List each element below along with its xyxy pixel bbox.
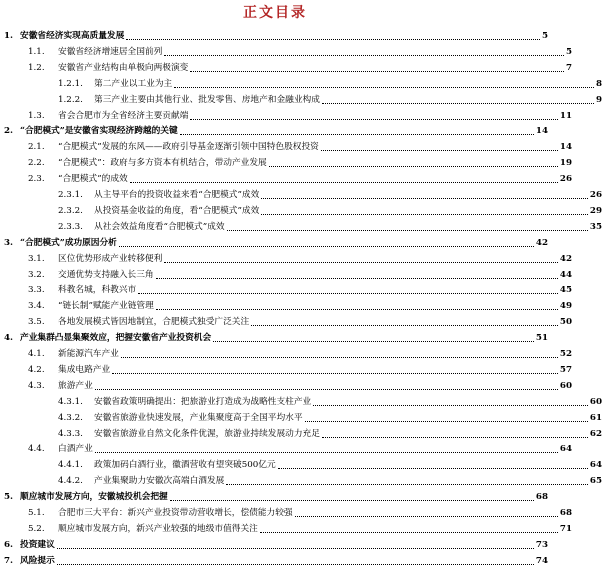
toc-entry[interactable] <box>0 156 572 169</box>
toc-entry-page: 35 <box>589 221 602 232</box>
toc-entry-title: “合肥模式”：政府与多方资本有机结合，带动产业发展 <box>58 158 267 169</box>
dot-leader <box>190 118 558 120</box>
toc-entry[interactable] <box>0 442 572 455</box>
toc-entry[interactable] <box>0 268 572 281</box>
toc-entry-title: 从社会效益角度看“合肥模式”成效 <box>94 221 225 232</box>
toc-entry-number: 1. <box>4 31 14 41</box>
toc-entry[interactable] <box>0 283 572 296</box>
toc-entry-title: 旅游产业 <box>58 380 93 391</box>
toc-entry[interactable] <box>0 379 572 392</box>
toc-entry[interactable] <box>0 140 572 153</box>
toc-entry-title: 安徽省经济实现高质量发展 <box>20 31 125 41</box>
toc-entry-number: 2.3.2. <box>58 205 83 216</box>
dot-leader <box>164 54 564 56</box>
dot-leader <box>180 133 534 135</box>
dot-leader <box>269 165 558 167</box>
toc-entry-page: 14 <box>535 126 548 137</box>
dot-leader <box>322 436 588 438</box>
toc-entry-title: 政策加码白酒行业，徽酒营收有望突破500亿元 <box>94 460 276 471</box>
dot-leader <box>174 86 594 88</box>
toc-entry-title: 风险提示 <box>20 555 55 566</box>
toc-entry-number: 5.1. <box>28 508 45 518</box>
dot-leader <box>261 213 588 215</box>
toc-entry-number: 2.1. <box>28 142 45 153</box>
toc-entry[interactable] <box>0 315 572 328</box>
dot-leader <box>190 70 564 72</box>
toc-entry-number: 2.3.3. <box>58 221 83 232</box>
toc-entry-page: 44 <box>559 269 572 280</box>
toc-entry-page: 5 <box>565 46 572 57</box>
toc-entry-title: “合肥模式”的成效 <box>58 174 128 185</box>
toc-entry[interactable] <box>0 236 548 249</box>
toc-entry-number: 2.3. <box>28 174 45 185</box>
toc-entry[interactable] <box>0 363 572 376</box>
dot-leader <box>95 388 558 390</box>
toc-entry-number: 1.2.1. <box>58 78 83 89</box>
toc-entry-number: 3. <box>4 237 14 248</box>
toc-entry-page: 19 <box>559 158 572 169</box>
toc-entry[interactable] <box>0 188 602 201</box>
toc-entry-title: 安徽省产业结构由单极向两极演变 <box>58 62 189 73</box>
dot-leader <box>138 292 558 294</box>
toc-entry[interactable] <box>0 474 602 487</box>
toc-entry-number: 1.2.2. <box>58 94 83 105</box>
toc-entry-page: 42 <box>559 253 572 264</box>
toc-entry[interactable] <box>0 45 572 58</box>
toc-entry-page: 14 <box>559 142 572 153</box>
toc-entry-title: 从主导平台的投资收益来看“合肥模式”成效 <box>94 190 260 200</box>
toc-entry-title: 省会合肥市为全省经济主要贡献端 <box>58 110 189 121</box>
toc-entry-number: 1.2. <box>28 62 45 73</box>
toc-entry-number: 5.2. <box>28 523 45 534</box>
toc-entry-title: 第三产业主要由其他行业、批发零售、房地产和金融业构成 <box>94 94 320 105</box>
toc-entry[interactable] <box>0 554 548 567</box>
toc-entry-title: “合肥模式”成功原因分析 <box>20 237 117 248</box>
toc-entry[interactable] <box>0 29 548 42</box>
toc-entry-title: “合肥模式”发展的东风——政府引导基金逐渐引领中国特色股权投资 <box>58 142 319 153</box>
toc-entry[interactable] <box>0 331 548 344</box>
toc-entry-page: 26 <box>589 190 602 200</box>
toc-entry-page: 57 <box>559 364 572 375</box>
toc-entry[interactable] <box>0 61 572 74</box>
toc-entry-page: 29 <box>589 205 602 216</box>
dot-leader <box>121 356 558 358</box>
toc-entry-page: 60 <box>559 380 572 391</box>
toc-entry-page: 11 <box>559 110 572 121</box>
toc-entry-page: 71 <box>559 523 572 534</box>
toc-entry-number: 4.3.3. <box>58 428 83 439</box>
toc-entry-page: 65 <box>589 476 602 487</box>
toc-entry-page: 52 <box>559 349 572 359</box>
dot-leader <box>278 467 588 469</box>
toc-entry[interactable] <box>0 538 548 551</box>
toc-entry[interactable] <box>0 299 572 312</box>
toc-entry-page: 49 <box>559 301 572 312</box>
toc-entry[interactable] <box>0 93 602 106</box>
page-title: 正文目录 <box>243 5 307 21</box>
toc-entry-page: 60 <box>589 396 602 407</box>
dot-leader <box>226 483 588 485</box>
toc-entry-title: 从投资基金收益的角度，看“合肥模式”成效 <box>94 205 260 216</box>
toc-entry-page: 45 <box>559 285 572 296</box>
toc-entry-title: 交通优势支持融入长三角 <box>58 269 154 280</box>
toc-entry-number: 4. <box>4 333 14 344</box>
toc-entry-number: 3.3. <box>28 285 45 296</box>
toc-entry-page: 61 <box>589 412 602 423</box>
toc-entry-number: 4.2. <box>28 364 45 375</box>
toc-entry-title: “合肥模式”是安徽省实现经济跨越的关键 <box>20 126 178 137</box>
toc-entry-number: 7. <box>4 555 14 566</box>
toc-entry-page: 8 <box>595 78 602 89</box>
toc-entry-number: 5. <box>4 492 14 503</box>
toc-entry[interactable] <box>0 506 572 519</box>
toc-entry-number: 2.3.1. <box>58 190 83 200</box>
toc-entry-number: 3.2. <box>28 269 45 280</box>
toc-entry-page: 64 <box>589 460 602 471</box>
toc-entry-title: 安徽省旅游业自然文化条件优渥，旅游业持续发展动力充足 <box>94 428 320 439</box>
toc-entry-title: 安徽省政策明确提出：把旅游业打造成为战略性支柱产业 <box>94 396 312 407</box>
dot-leader <box>227 229 588 231</box>
toc-entry-page: 26 <box>559 174 572 185</box>
toc-entry[interactable] <box>0 411 602 424</box>
toc-entry-title: 第二产业以工业为主 <box>94 78 173 89</box>
toc-entry-title: 投资建议 <box>20 539 55 550</box>
toc-entry-number: 4.3.1. <box>58 396 83 407</box>
dot-leader <box>156 308 558 310</box>
toc-entry-title: 顺应城市发展方向，安徽城投机会把握 <box>20 492 168 503</box>
dot-leader <box>119 245 534 247</box>
toc-entry[interactable] <box>0 427 602 440</box>
toc-entry-title: 合肥市三大平台：新兴产业投资带动营收增长，偿债能力较强 <box>58 508 293 518</box>
toc-entry-number: 3.1. <box>28 253 45 264</box>
dot-leader <box>260 531 558 533</box>
dot-leader <box>112 372 558 374</box>
toc-entry[interactable] <box>0 204 602 217</box>
toc-entry-title: 白酒产业 <box>58 444 93 455</box>
toc-entry-page: 62 <box>589 428 602 439</box>
toc-entry-page: 50 <box>559 317 572 328</box>
toc-entry-title: 新能源汽车产业 <box>58 349 119 359</box>
toc-entry-title: 科教名城，科教兴市 <box>58 285 137 296</box>
toc-entry-page: 73 <box>535 539 548 550</box>
dot-leader <box>305 420 588 422</box>
toc-entry-title: 各地发展模式皆因地制宜，合肥模式独受广泛关注 <box>58 317 250 328</box>
toc-entry-title: 产业集群凸显集聚效应，把握安徽省产业投资机会 <box>20 333 212 344</box>
toc-entry-title: 区位优势形成产业转移便利 <box>58 253 163 264</box>
dot-leader <box>313 404 588 406</box>
toc-entry-number: 4.1. <box>28 349 45 359</box>
toc-entry-page: 74 <box>535 555 548 566</box>
toc-entry-number: 1.3. <box>28 110 45 121</box>
toc-entry-title: 安徽省旅游业快速发展，产业集聚度高于全国平均水平 <box>94 412 303 423</box>
toc-entry-title: 集成电路产业 <box>58 364 111 375</box>
dot-leader <box>261 197 588 199</box>
toc-entry-title: 安徽省经济增速居全国前列 <box>58 46 163 57</box>
toc-entry[interactable] <box>0 490 548 503</box>
dot-leader <box>130 181 558 183</box>
toc-entry-page: 64 <box>559 444 572 455</box>
toc-entry-title: 顺应城市发展方向，新兴产业较强的地级市值得关注 <box>58 523 258 534</box>
toc-entry[interactable] <box>0 458 602 471</box>
toc-entry-page: 5 <box>541 31 548 41</box>
toc-entry-number: 3.4. <box>28 301 45 312</box>
toc-entry[interactable] <box>0 77 602 90</box>
toc-entry-number: 2.2. <box>28 158 45 169</box>
toc-entry-page: 51 <box>535 333 548 344</box>
toc-entry-number: 4.4. <box>28 444 45 455</box>
toc-entry[interactable] <box>0 395 602 408</box>
toc-entry-number: 2. <box>4 126 14 137</box>
toc-entry-number: 6. <box>4 539 14 550</box>
toc-entry-number: 1.1. <box>28 46 45 57</box>
toc-entry-number: 4.4.2. <box>58 476 83 487</box>
toc-entry-page: 68 <box>559 508 572 518</box>
dot-leader <box>295 515 558 517</box>
dot-leader <box>57 563 534 565</box>
toc-entry-page: 68 <box>535 492 548 503</box>
dot-leader <box>251 324 558 326</box>
toc-entry-number: 4.3. <box>28 380 45 391</box>
toc-entry[interactable] <box>0 109 572 122</box>
dot-leader <box>164 261 558 263</box>
toc-entry-title: “链长制”赋能产业链管理 <box>58 301 154 312</box>
toc-entry[interactable] <box>0 124 548 137</box>
toc-entry-page: 42 <box>535 237 548 248</box>
toc-entry[interactable] <box>0 172 572 185</box>
toc-entry[interactable] <box>0 252 572 265</box>
toc-entry[interactable] <box>0 522 572 535</box>
toc-entry-page: 9 <box>595 94 602 105</box>
toc-entry-title: 产业集聚助力安徽次高端白酒发展 <box>94 476 225 487</box>
dot-leader <box>95 451 558 453</box>
toc-entry-number: 4.3.2. <box>58 412 83 423</box>
toc-entry-number: 3.5. <box>28 317 45 328</box>
dot-leader <box>156 277 558 279</box>
dot-leader <box>322 102 594 104</box>
toc-entry-number: 4.4.1. <box>58 460 83 471</box>
dot-leader <box>321 149 558 151</box>
toc-entry[interactable] <box>0 347 572 360</box>
toc-entry-page: 7 <box>565 62 572 73</box>
dot-leader <box>57 547 534 549</box>
toc-entry[interactable] <box>0 220 602 233</box>
dot-leader <box>170 499 534 501</box>
dot-leader <box>126 38 540 40</box>
dot-leader <box>213 340 534 342</box>
